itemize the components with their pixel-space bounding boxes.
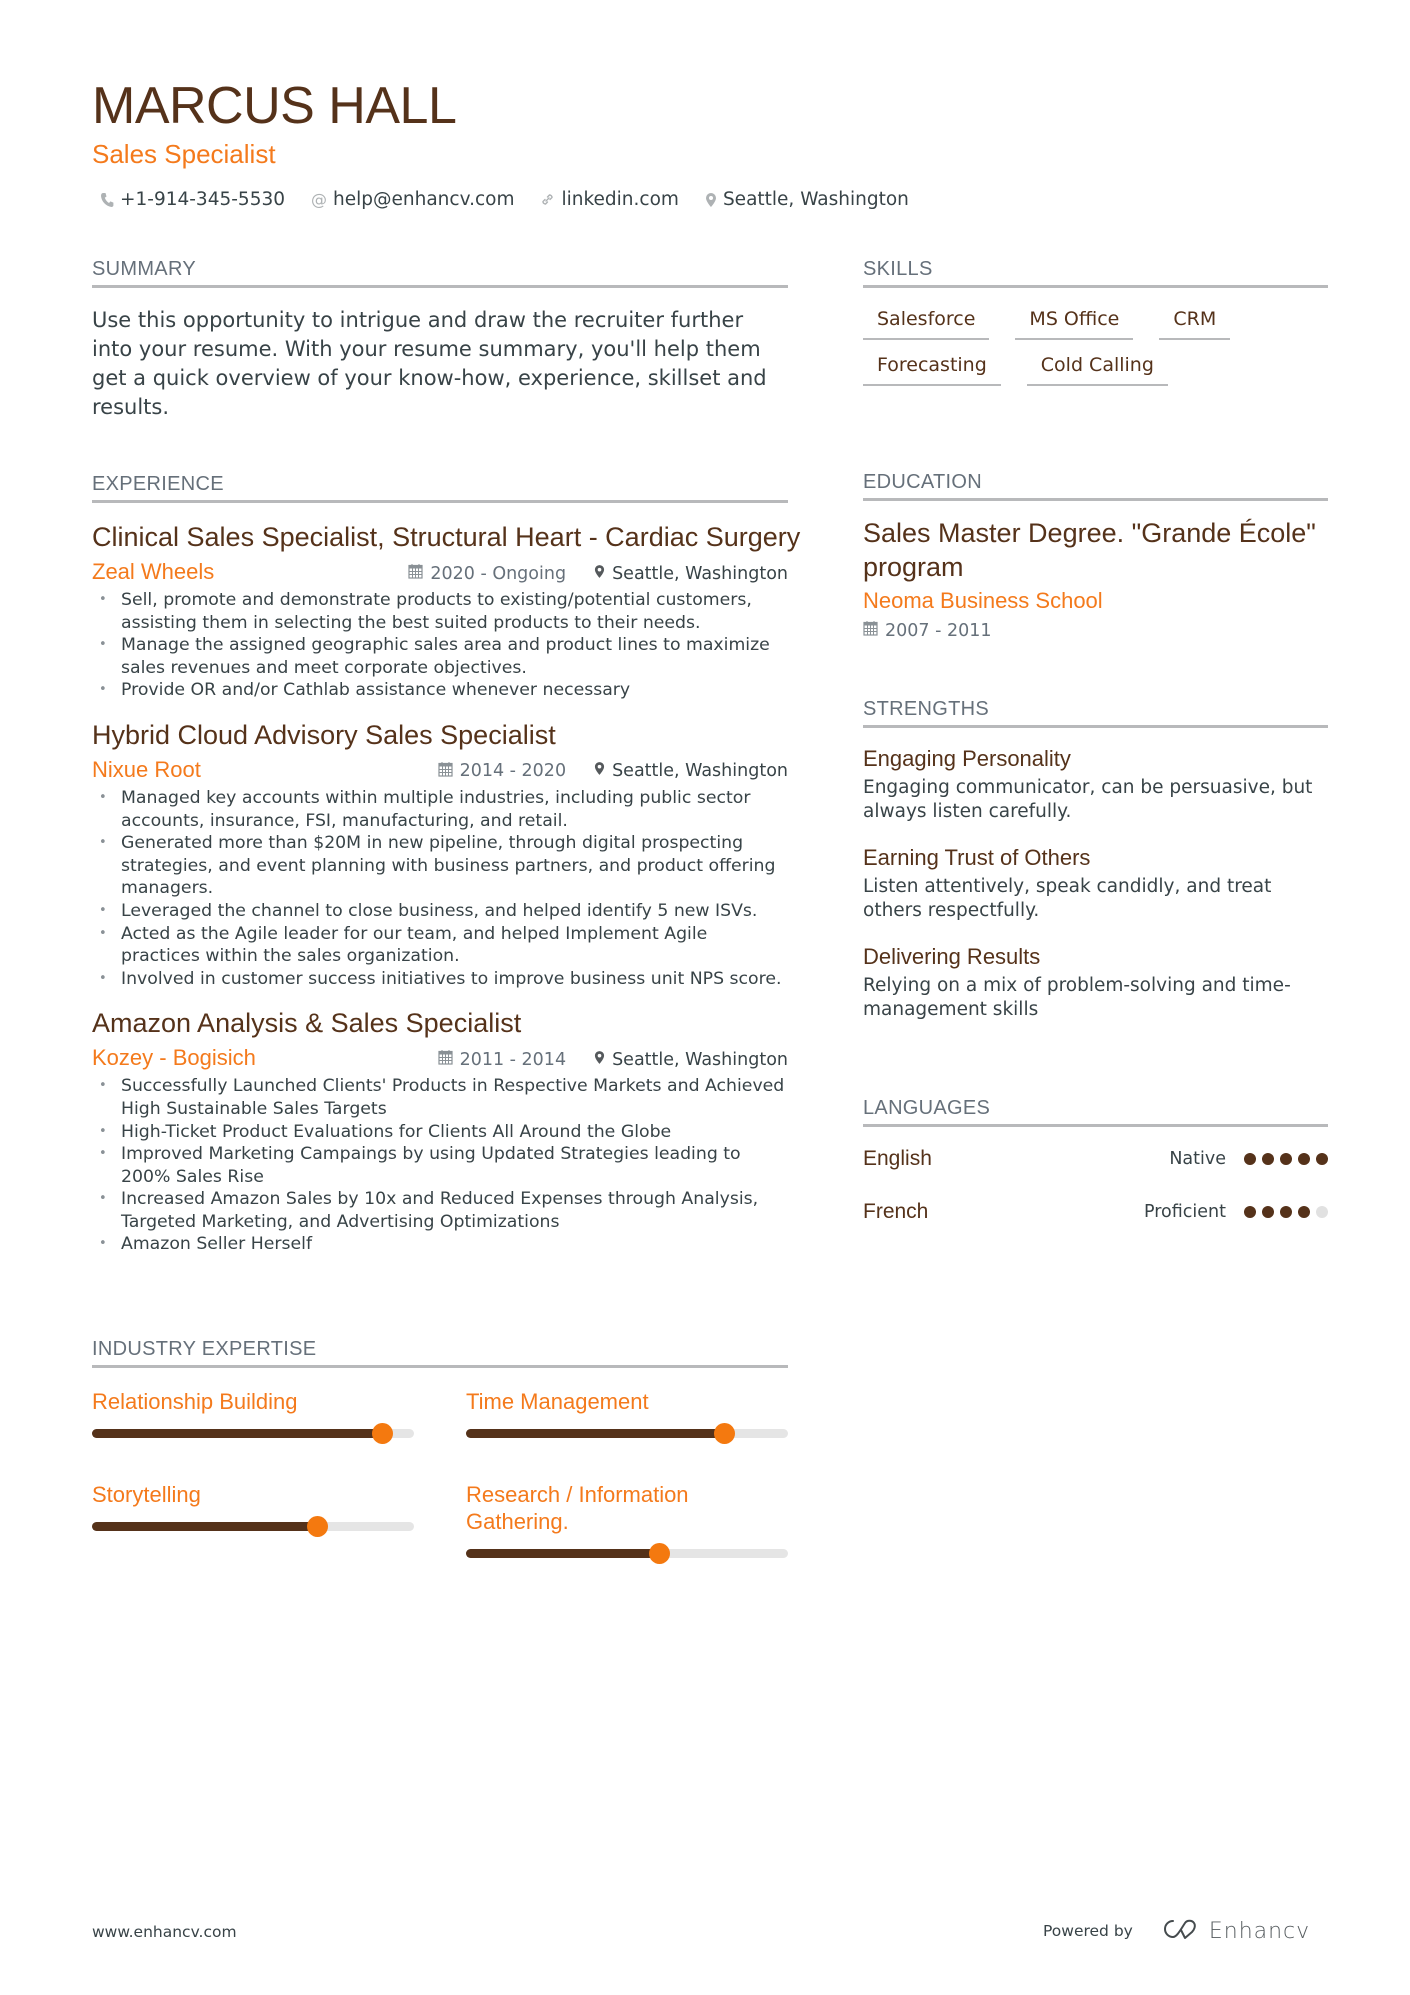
expertise-fill: [466, 1429, 724, 1438]
expertise-knob: [372, 1423, 393, 1444]
proficiency-dot-filled: [1298, 1153, 1310, 1165]
skills-list: [863, 308, 1328, 386]
contact-linkedin-text: linkedin.com: [561, 189, 679, 210]
expertise-label: Time Management: [466, 1389, 649, 1414]
contact-location-text: Seattle, Washington: [722, 189, 909, 210]
job-company: Nixue Root: [92, 756, 201, 782]
expertise-knob: [307, 1516, 328, 1537]
proficiency-dot-filled: [1298, 1206, 1310, 1218]
industry-expertise-heading: INDUSTRY EXPERTISE: [92, 1338, 788, 1368]
contact-phone[interactable]: [100, 189, 285, 210]
job-bullet: • Acted as the Agile leader for our team, and helped Implement Agile practices within the sales organization.: [92, 923, 788, 968]
expertise-fill: [92, 1429, 382, 1438]
proficiency-dot-filled: [1316, 1153, 1328, 1165]
job-company: Kozey - Bogisich: [92, 1045, 256, 1071]
expertise-bar: [92, 1429, 414, 1438]
job-location: Seattle, Washington: [612, 563, 788, 584]
job-bullet: • Generated more than $20M in new pipeline, through digital prospecting strategies, and event planning with business partners, and product offering managers.: [92, 832, 788, 900]
contact-email-text: help@enhancv.com: [333, 189, 515, 210]
education-section: [863, 471, 1328, 641]
contact-location: [705, 189, 909, 210]
expertise-item: [92, 1481, 414, 1531]
location-icon: [594, 1050, 605, 1070]
footer-branding: [1043, 1917, 1310, 1945]
candidate-name: MARCUS HALL: [92, 77, 457, 135]
proficiency-dot-filled: [1244, 1206, 1256, 1218]
job-bullets: [92, 1075, 788, 1256]
calendar-icon: [438, 1049, 453, 1070]
skill-tag: Cold Calling: [1027, 354, 1168, 386]
summary-text: Use this opportunity to intrigue and draw the recruiter further into your resume. With your resume summary, you'll help them get a quick overview of your know-how, experience, skillset and results.: [92, 308, 767, 419]
skills-heading: SKILLS: [863, 258, 1328, 288]
language-name: French: [863, 1200, 929, 1223]
strength-description: Relying on a mix of problem-solving and time-management skills: [863, 975, 1291, 1020]
job-bullet: • Increased Amazon Sales by 10x and Reduced Expenses through Analysis, Targeted Marketing, and Advertising Optimizations: [92, 1188, 788, 1233]
expertise-knob: [649, 1543, 670, 1564]
education-degree: Sales Master Degree. "Grande École" program: [863, 518, 1316, 582]
language-level: Native: [1169, 1149, 1226, 1169]
calendar-icon: [863, 620, 878, 641]
contact-row: [100, 189, 909, 210]
phone-icon: [100, 192, 114, 208]
expertise-item: [466, 1388, 788, 1438]
language-name: English: [863, 1147, 932, 1170]
summary-section: [92, 258, 788, 422]
enhancv-logo[interactable]: [1159, 1917, 1310, 1945]
job-dates: 2011 - 2014: [459, 1049, 567, 1070]
expertise-label: Storytelling: [92, 1482, 201, 1507]
job-bullet: • High-Ticket Product Evaluations for Clients All Around the Globe: [92, 1121, 788, 1144]
calendar-icon: [408, 563, 423, 584]
enhancv-logo-icon: [1159, 1917, 1199, 1945]
job-dates: 2020 - Ongoing: [430, 563, 567, 584]
strength-item: [863, 746, 1328, 823]
languages-section: [863, 1097, 1328, 1226]
calendar-icon: [438, 761, 453, 782]
job-entry: [92, 720, 788, 990]
job-entry: [92, 1008, 788, 1256]
strength-title: Engaging Personality: [863, 746, 1071, 771]
strength-description: Listen attentively, speak candidly, and treat others respectfully.: [863, 876, 1272, 921]
expertise-label: Relationship Building: [92, 1389, 298, 1414]
expertise-label: Research / Information Gathering.: [466, 1482, 689, 1534]
language-dots: [1244, 1153, 1328, 1165]
job-dates: 2014 - 2020: [459, 761, 567, 782]
job-bullet: • Provide OR and/or Cathlab assistance whenever necessary: [92, 679, 788, 702]
language-row: [863, 1198, 1328, 1226]
location-icon: [705, 192, 717, 208]
industry-expertise-section: [92, 1338, 788, 1578]
job-bullet: • Leveraged the channel to close business, and helped identify 5 new ISVs.: [92, 900, 788, 923]
skill-tag: Salesforce: [863, 308, 989, 340]
education-school: Neoma Business School: [863, 588, 1103, 613]
enhancv-brand-name: Enhancv: [1208, 1918, 1311, 1944]
languages-heading: LANGUAGES: [863, 1097, 1328, 1127]
summary-heading: SUMMARY: [92, 258, 788, 288]
proficiency-dot-filled: [1280, 1153, 1292, 1165]
job-bullet: • Manage the assigned geographic sales area and product lines to maximize sales revenues and meet corporate objectives.: [92, 634, 788, 679]
location-icon: [594, 761, 605, 781]
job-entry: [92, 522, 801, 702]
link-icon: [540, 192, 555, 207]
expertise-item: [92, 1388, 414, 1438]
expertise-fill: [92, 1522, 317, 1531]
proficiency-dot-filled: [1244, 1153, 1256, 1165]
job-bullets: [92, 787, 788, 990]
job-title: Clinical Sales Specialist, Structural Heart - Cardiac Surgery: [92, 522, 801, 552]
job-location: Seattle, Washington: [612, 1049, 788, 1070]
strength-item: [863, 845, 1328, 922]
expertise-knob: [714, 1423, 735, 1444]
strength-item: [863, 944, 1328, 1021]
contact-email[interactable]: [311, 189, 514, 210]
experience-heading: EXPERIENCE: [92, 473, 788, 503]
proficiency-dot-empty: [1316, 1206, 1328, 1218]
skill-tag: CRM: [1159, 308, 1230, 340]
at-icon: @: [311, 190, 328, 209]
contact-phone-text: +1-914-345-5530: [120, 189, 286, 210]
location-icon: [594, 564, 605, 584]
expertise-fill: [466, 1549, 659, 1558]
job-bullet: • Involved in customer success initiatives to improve business unit NPS score.: [92, 968, 788, 991]
strength-title: Earning Trust of Others: [863, 845, 1091, 870]
language-row: [863, 1145, 1328, 1173]
proficiency-dot-filled: [1262, 1206, 1274, 1218]
candidate-title: Sales Specialist: [92, 139, 276, 169]
job-bullet: • Sell, promote and demonstrate products to existing/potential customers, assisting them in selecting the best suited products to their needs.: [92, 589, 788, 634]
expertise-bar: [92, 1522, 414, 1531]
language-dots: [1244, 1206, 1328, 1218]
footer-website[interactable]: www.enhancv.com: [92, 1923, 237, 1941]
education-dates: 2007 - 2011: [885, 620, 992, 641]
job-bullet: • Amazon Seller Herself: [92, 1233, 788, 1256]
job-company: Zeal Wheels: [92, 559, 215, 584]
strength-description: Engaging communicator, can be persuasive, but always listen carefully.: [863, 777, 1313, 822]
expertise-item: [466, 1481, 788, 1558]
skill-tag: Forecasting: [863, 354, 1001, 386]
strength-title: Delivering Results: [863, 944, 1041, 969]
job-title: Hybrid Cloud Advisory Sales Specialist: [92, 719, 556, 750]
job-title: Amazon Analysis & Sales Specialist: [92, 1008, 522, 1039]
proficiency-dot-filled: [1280, 1206, 1292, 1218]
strengths-section: [863, 698, 1328, 1021]
strengths-heading: STRENGTHS: [863, 698, 1328, 728]
experience-section: [92, 473, 801, 1256]
skills-section: [863, 258, 1328, 386]
education-heading: EDUCATION: [863, 471, 1328, 501]
education-dates-row: [863, 620, 1328, 641]
proficiency-dot-filled: [1262, 1153, 1274, 1165]
language-level: Proficient: [1144, 1202, 1226, 1222]
job-bullet: • Improved Marketing Campaings by using Updated Strategies leading to 200% Sales Rise: [92, 1143, 788, 1188]
job-bullet: • Managed key accounts within multiple industries, including public sector accounts, insurance, FSI, manufacturing, and retail.: [92, 787, 788, 832]
job-location: Seattle, Washington: [612, 761, 788, 782]
contact-linkedin[interactable]: [540, 189, 678, 210]
job-bullets: [92, 589, 788, 702]
expertise-bar: [466, 1429, 788, 1438]
expertise-bar: [466, 1549, 788, 1558]
powered-by-text: Powered by: [1043, 1922, 1133, 1940]
skill-tag: MS Office: [1015, 308, 1133, 340]
job-bullet: • Successfully Launched Clients' Products in Respective Markets and Achieved High Sustainable Sales Targets: [92, 1075, 788, 1120]
